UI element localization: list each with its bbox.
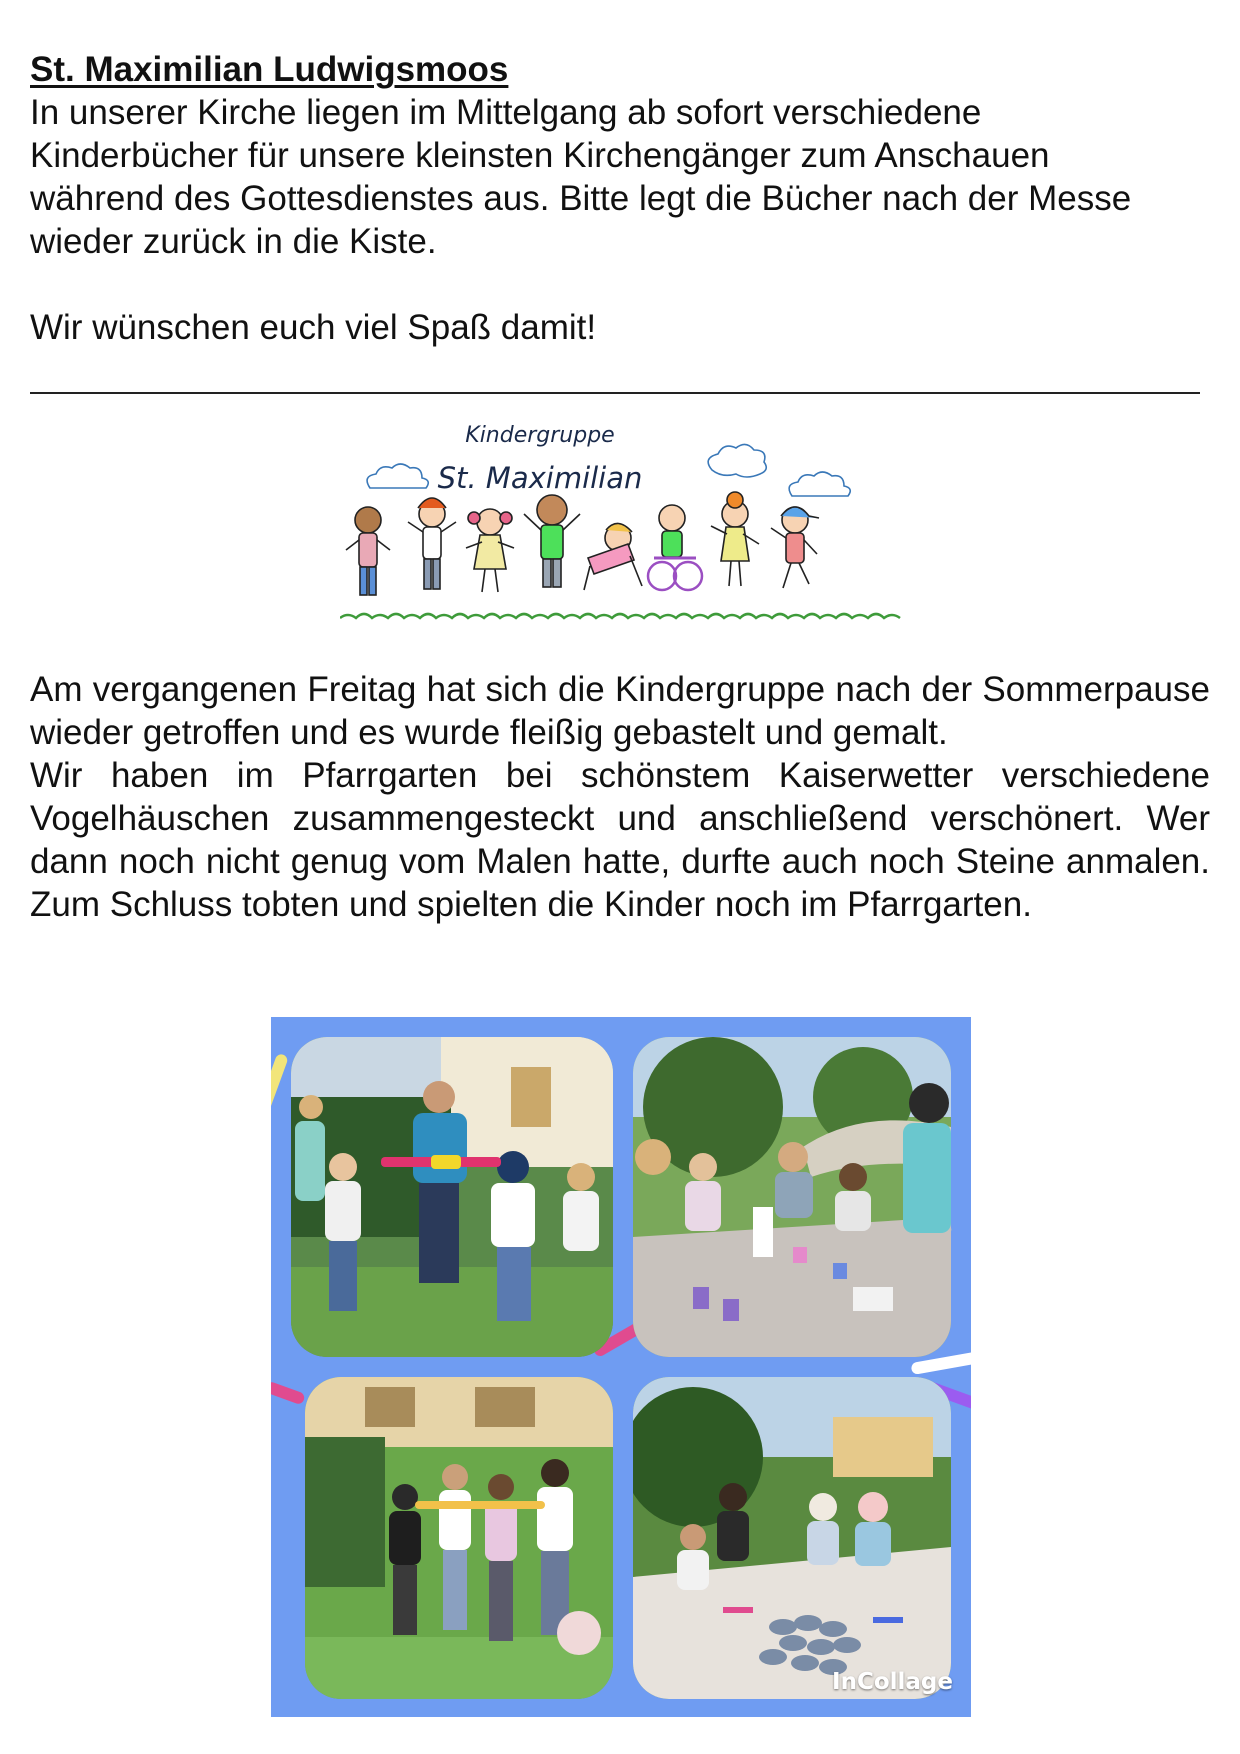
report-text xyxy=(30,668,1210,926)
incollage-watermark: InCollage xyxy=(832,1669,953,1695)
report-paragraph-2: Wir haben im Pfarrgarten bei schönstem Kaiserwetter verschiedene Vogelhäuschen zusammengesteckt und anschließend verschönert. Wer dann noch nicht genug vom Malen hatte, durfte auch noch Steine anmalen. Zum Schluss tobten und spielten die Kinder noch im Pfarrgarten. xyxy=(30,756,1210,924)
intro-line-4: wieder zurück in die Kiste. xyxy=(30,222,437,261)
report-paragraph-1: Am vergangenen Freitag hat sich die Kindergruppe nach der Sommerpause wieder getroffen und es wurde fleißig gebastelt und gemalt. xyxy=(30,670,1210,752)
photo-playing-garden xyxy=(305,1377,613,1699)
decor-stripe xyxy=(271,1053,289,1113)
document-page xyxy=(30,48,1210,349)
closing-line: Wir wünschen euch viel Spaß damit! xyxy=(30,308,597,347)
section-title: St. Maximilian Ludwigsmoos xyxy=(30,50,509,89)
photo-group-outside xyxy=(291,1037,613,1357)
photo-collage xyxy=(271,1017,971,1717)
photo-painting-stones xyxy=(633,1377,951,1699)
intro-line-3: während des Gottesdienstes aus. Bitte legt die Bücher nach der Messe xyxy=(30,179,1132,218)
kindergruppe-logo xyxy=(340,410,905,625)
intro-line-1: In unserer Kirche liegen im Mittelgang ab sofort verschiedene xyxy=(30,93,982,132)
separator-line xyxy=(30,392,1200,394)
photo-crafting-table xyxy=(633,1037,951,1357)
intro-line-2: Kinderbücher für unsere kleinsten Kirchengänger zum Anschauen xyxy=(30,136,1050,175)
logo-line-2: St. Maximilian xyxy=(437,461,643,495)
decor-stripe xyxy=(271,1381,306,1406)
logo-line-1: Kindergruppe xyxy=(465,423,615,448)
children-illustration xyxy=(346,492,819,595)
